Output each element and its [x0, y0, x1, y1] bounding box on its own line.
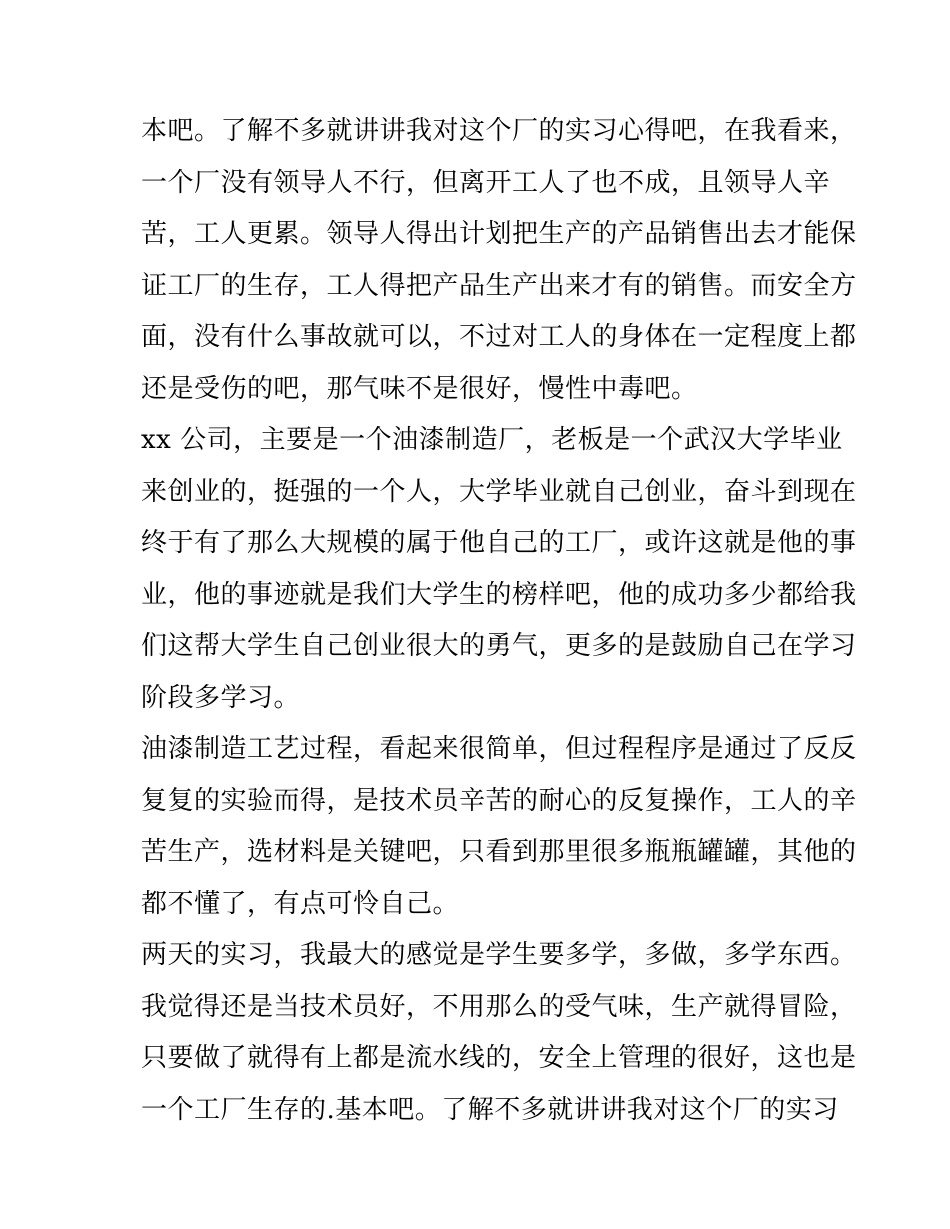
text-line: xx 公司，主要是一个油漆制造厂，老板是一个武汉大学毕业: [141, 425, 843, 455]
text-line: 一个厂没有领导人不行，但离开工人了也不成，且领导人辛: [141, 167, 831, 198]
text-line: 只要做了就得有上都是流水线的，安全上管理的很好，这也是: [141, 1043, 857, 1073]
text-line: 面，没有什么事故就可以，不过对工人的身体在一定程度上都: [141, 322, 857, 352]
text-line: 油漆制造工艺过程，看起来很简单，但过程程序是通过了反反: [141, 734, 857, 764]
text-line: 都不懂了，有点可怜自己。: [141, 888, 460, 919]
text-line: 还是受伤的吧，那气味不是很好，慢性中毒吧。: [141, 373, 698, 404]
body-text: [141, 106, 857, 1136]
text-line: 我觉得还是当技术员好，不用那么的受气味，生产就得冒险，: [141, 991, 857, 1022]
text-line: 复复的实验而得，是技术员辛苦的耐心的反复操作，工人的辛: [141, 785, 857, 816]
text-line: 苦生产，选材料是关键吧，只看到那里很多瓶瓶罐罐，其他的: [141, 837, 857, 867]
text-line: 本吧。了解不多就讲讲我对这个厂的实习心得吧，在我看来，: [141, 116, 857, 146]
text-line: 来创业的，挺强的一个人，大学毕业就自己创业，奋斗到现在: [141, 476, 857, 507]
text-line: 终于有了那么大规模的属于他自己的工厂，或许这就是他的事: [141, 528, 857, 558]
text-line: 阶段多学习。: [141, 682, 301, 713]
text-line: 两天的实习，我最大的感觉是学生要多学，多做，多学东西。: [141, 940, 857, 970]
text-line: 证工厂的生存，工人得把产品生产出来才有的销售。而安全方: [141, 270, 857, 301]
text-line: 业，他的事迹就是我们大学生的榜样吧，他的成功多少都给我: [141, 579, 857, 610]
text-line: 一个工厂生存的.基本吧。了解不多就讲讲我对这个厂的实习: [141, 1094, 839, 1125]
text-line: 苦，工人更累。领导人得出计划把生产的产品销售出去才能保: [141, 219, 857, 249]
text-line: 们这帮大学生自己创业很大的勇气，更多的是鼓励自己在学习: [141, 631, 857, 661]
